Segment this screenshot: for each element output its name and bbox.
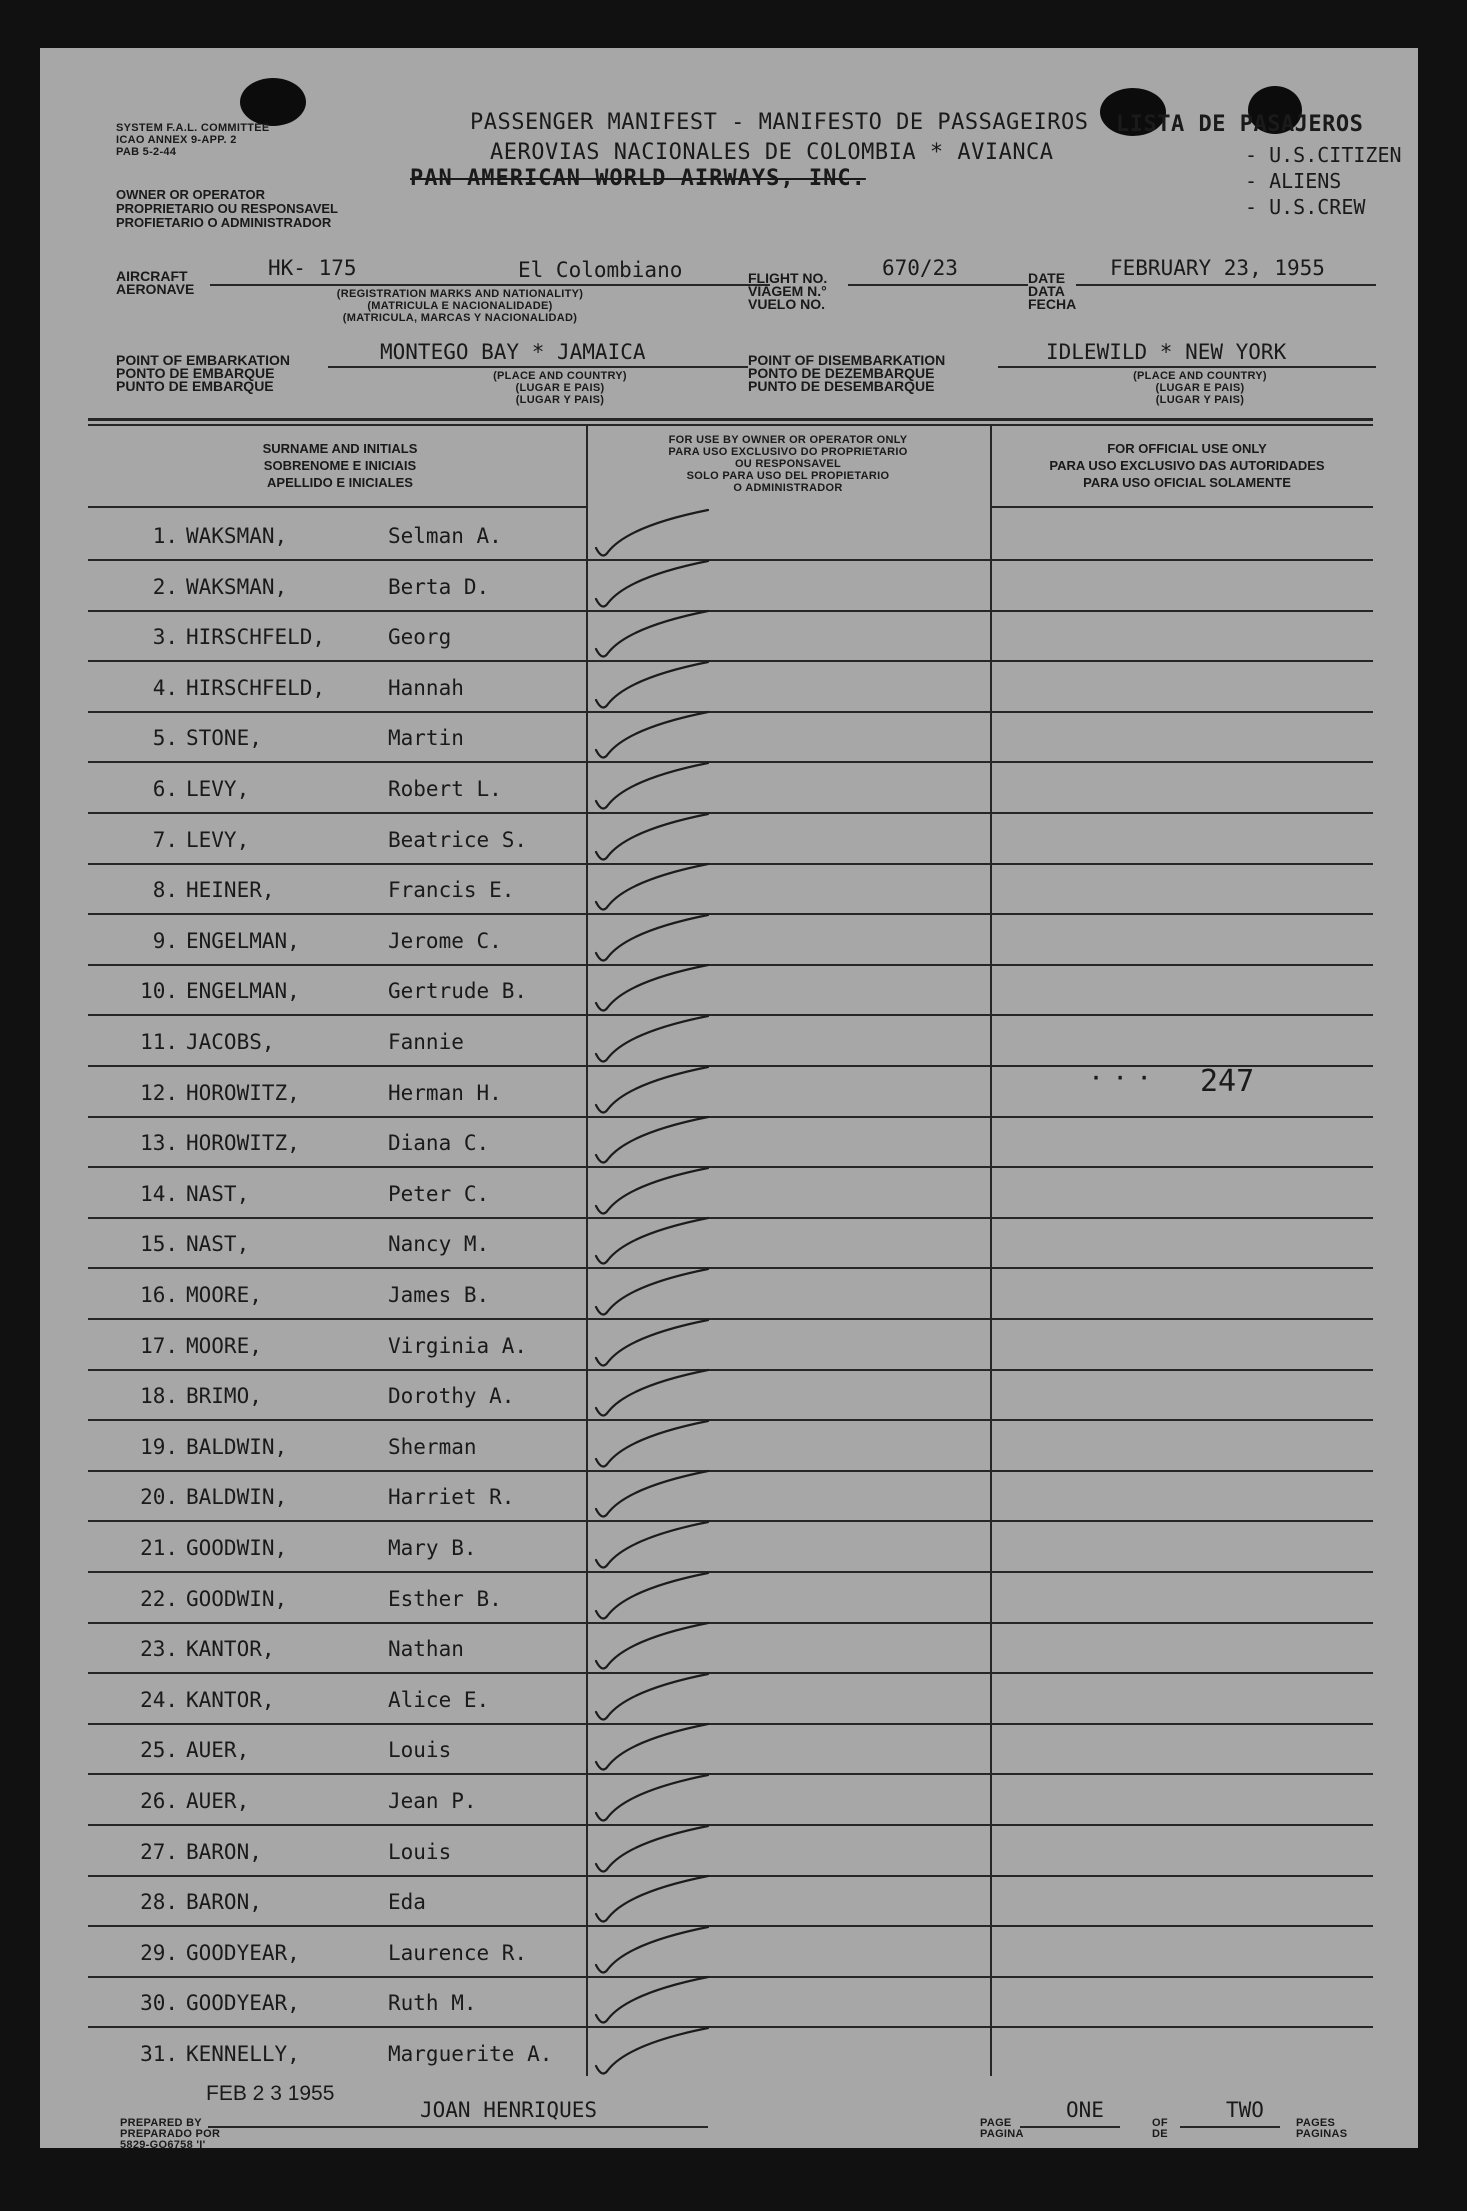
passenger-row [88,2028,1373,2079]
flight-date: FEBRUARY 23, 1955 [1110,256,1325,280]
check-mark-icon [588,1014,718,1070]
passenger-row [88,1674,1373,1725]
check-mark-icon [588,710,718,766]
check-mark-icon [588,1318,718,1374]
passenger-given-name: Marguerite A. [388,2042,553,2066]
check-mark-icon [588,812,718,868]
passenger-surname: BRIMO, [186,1384,262,1409]
flight-number: 670/23 [882,256,958,280]
passenger-row [88,1522,1373,1573]
passenger-surname: LEVY, [186,777,250,801]
passenger-number: 11. [140,1030,178,1054]
passenger-surname: KENNELLY, [186,2042,300,2066]
disembarkation-note: (PLACE AND COUNTRY) (LUGAR E PAIS) (LUGAR Y PAIS) [1133,370,1267,406]
passenger-given-name: Robert L. [388,777,502,801]
check-mark-icon [588,1773,718,1829]
names-column-header: SURNAME AND INITIALS SOBRENOME E INICIAIS APELLIDO E INICIALES [262,441,418,490]
passenger-surname: HEINER, [186,878,275,903]
check-mark-icon [588,1115,718,1171]
embarkation-label: POINT OF EMBARKATION PONTO DE EMBARQUE PUNTO DE EMBARQUE [116,352,290,394]
check-mark-icon [588,862,718,918]
passenger-surname: WAKSMAN, [186,574,288,599]
passenger-surname: HIRSCHFELD, [186,625,326,650]
passenger-surname: BALDWIN, [186,1485,288,1510]
citizenship-options: - U.S.CITIZEN - ALIENS - U.S.CREW [1245,143,1402,219]
passenger-surname: HOROWITZ, [186,1080,300,1105]
passenger-surname: MOORE, [186,1333,262,1358]
passenger-surname: GOODWIN, [186,1586,288,1611]
check-mark-icon [588,761,718,817]
passenger-number: 27. [140,1839,178,1864]
passenger-row [88,763,1373,814]
check-mark-icon [588,609,718,665]
passenger-number: 14. [140,1181,178,1206]
passenger-row [88,1826,1373,1877]
passenger-given-name: Louis [388,1839,452,1864]
passenger-given-name: Esther B. [388,1586,502,1611]
check-mark-icon [588,1925,718,1981]
passenger-surname: AUER, [186,1738,250,1763]
check-mark-icon [588,1166,718,1222]
passenger-given-name: Jerome C. [388,928,502,953]
passenger-given-name: Gertrude B. [388,979,528,1004]
passenger-row [88,965,1373,1016]
passenger-number: 13. [140,1131,178,1156]
disembarkation-label: POINT OF DISEMBARKATION PONTO DE DEZEMBARQUE PUNTO DE DESEMBARQUE [748,352,946,394]
check-mark-icon [588,1621,718,1677]
registration-note: (REGISTRATION MARKS AND NATIONALITY) (MATRICULA E NACIONALIDADE) (MATRICULA, MARCAS Y NACIONALIDAD) [336,288,584,324]
check-mark-icon [588,1216,718,1272]
prepared-by-label: PREPARED BY PREPARADO POR 5829-GO6758 'I' [120,2117,221,2151]
passenger-number: 16. [140,1283,178,1307]
passenger-given-name: Herman H. [388,1080,502,1105]
official-use-column-header: FOR OFFICIAL USE ONLY PARA USO EXCLUSIVO DAS AUTORIDADES PARA USO OFICIAL SOLAMENTE [1049,441,1325,490]
passenger-given-name: Nathan [388,1637,464,1662]
passenger-row [88,1471,1373,1522]
check-mark-icon [588,1267,718,1323]
passenger-given-name: Virginia A. [388,1333,528,1358]
passenger-given-name: Hannah [388,675,464,700]
check-mark-icon [588,1824,718,1880]
passenger-surname: GOODYEAR, [186,1991,300,2016]
embarkation-note: (PLACE AND COUNTRY) (LUGAR E PAIS) (LUGAR Y PAIS) [493,370,627,406]
passenger-row [88,1168,1373,1219]
passenger-row [88,1016,1373,1067]
total-pages: TWO [1226,2098,1264,2122]
manifest-title: PASSENGER MANIFEST - MANIFESTO DE PASSAGEIROS [470,110,1089,135]
passenger-row [88,1117,1373,1168]
of-label: OF DE [1152,2117,1168,2140]
check-mark-icon [588,1419,718,1475]
passenger-number: 26. [140,1789,178,1813]
struck-operator-name: PAN AMERICAN WORLD AIRWAYS, INC. [410,166,866,191]
passenger-given-name: Sherman [388,1434,477,1459]
check-mark-icon [588,1722,718,1778]
passenger-row [88,1927,1373,1978]
passenger-number: 31. [140,2042,178,2066]
operator-name: AEROVIAS NACIONALES DE COLOMBIA * AVIANCA [490,140,1054,165]
passenger-number: 19. [140,1434,178,1459]
passenger-given-name: Alice E. [388,1687,490,1712]
passenger-given-name: Nancy M. [388,1232,490,1257]
passenger-number: 28. [140,1890,178,1915]
owner-operator-label: OWNER OR OPERATOR PROPRIETARIO OU RESPONSAVEL PROFIETARIO O ADMINISTRADOR [116,187,338,230]
check-mark-icon [588,1065,718,1121]
owner-use-column-header: FOR USE BY OWNER OR OPERATOR ONLY PARA USO EXCLUSIVO DO PROPRIETARIO OU RESPONSAVEL SOLO PARA USO DEL PROPIETARIO O ADMINISTRADOR [668,434,908,494]
passenger-surname: KANTOR, [186,1687,275,1712]
passenger-given-name: Berta D. [388,574,490,599]
punch-hole [240,78,306,126]
passenger-row [88,510,1373,561]
aircraft-label: AIRCRAFT AERONAVE [116,268,195,297]
passenger-number: 12. [140,1080,178,1105]
passenger-number: 21. [140,1536,178,1560]
passenger-row [88,561,1373,612]
passenger-surname: NAST, [186,1232,250,1257]
check-mark-icon [588,660,718,716]
passenger-surname: HOROWITZ, [186,1131,300,1156]
check-mark-icon [588,1571,718,1627]
passenger-number: 18. [140,1384,178,1409]
passenger-given-name: Fannie [388,1030,464,1054]
passenger-number: 24. [140,1687,178,1712]
passenger-number: 30. [140,1991,178,2016]
passenger-row [88,1218,1373,1269]
check-mark-icon [588,1520,718,1576]
passenger-given-name: Selman A. [388,524,502,548]
page-number: ONE [1066,2098,1104,2122]
passenger-surname: GOODWIN, [186,1536,288,1560]
manifest-sheet [40,48,1418,2151]
pages-label: PAGES PAGINAS [1296,2117,1348,2140]
passenger-row [88,814,1373,865]
passenger-number: 25. [140,1738,178,1763]
passenger-number: 29. [140,1940,178,1965]
passenger-given-name: Peter C. [388,1181,490,1206]
passenger-given-name: Mary B. [388,1536,477,1560]
passenger-given-name: James B. [388,1283,490,1307]
passenger-given-name: Ruth M. [388,1991,477,2016]
passenger-row [88,712,1373,763]
passenger-number: 7. [152,827,178,852]
passenger-surname: BARON, [186,1839,262,1864]
check-mark-icon [588,1469,718,1525]
check-mark-icon [588,1368,718,1424]
passenger-row [88,1421,1373,1472]
passenger-number: 5. [152,726,178,751]
passenger-number: 9. [152,928,178,953]
passenger-given-name: Harriet R. [388,1485,515,1510]
passenger-row [88,1269,1373,1320]
passenger-row [88,1876,1373,1927]
passenger-given-name: Francis E. [388,878,515,903]
preparer-name: JOAN HENRIQUES [420,2098,598,2122]
passenger-given-name: Laurence R. [388,1940,528,1965]
passenger-row [88,1320,1373,1371]
passenger-given-name: Dorothy A. [388,1384,515,1409]
check-mark-icon [588,508,718,564]
passenger-number: 3. [152,625,178,650]
passenger-surname: STONE, [186,726,262,751]
passenger-number: 15. [140,1232,178,1257]
passenger-number: 17. [140,1333,178,1358]
embarkation-point: MONTEGO BAY * JAMAICA [380,340,646,364]
passenger-number: 23. [140,1637,178,1662]
passenger-surname: WAKSMAN, [186,524,288,548]
passenger-given-name: Jean P. [388,1789,477,1813]
passenger-surname: ENGELMAN, [186,928,300,953]
passenger-number: 10. [140,979,178,1004]
passenger-number: 22. [140,1586,178,1611]
flight-label: FLIGHT NO. VIAGEM N.° VUELO NO. [748,270,828,312]
aircraft-registration: HK- 175 [268,256,357,280]
passenger-number: 1. [152,524,178,548]
received-stamp: FEB 2 3 1955 [206,2082,335,2105]
aircraft-name: El Colombiano [518,258,683,282]
passenger-row [88,1067,1373,1118]
passenger-row [88,662,1373,713]
check-mark-icon [588,1874,718,1930]
passenger-number: 2. [152,574,178,599]
passenger-row [88,1573,1373,1624]
check-mark-icon [588,1672,718,1728]
passenger-surname: LEVY, [186,827,250,852]
passenger-surname: AUER, [186,1789,250,1813]
passenger-row [88,1370,1373,1421]
form-info: SYSTEM F.A.L. COMMITTEE ICAO ANNEX 9-APP. 2 PAB 5-2-44 [116,122,270,158]
passenger-given-name: Georg [388,625,452,650]
passenger-row [88,1724,1373,1775]
passenger-number: 4. [152,675,178,700]
passenger-surname: HIRSCHFELD, [186,675,326,700]
passenger-surname: GOODYEAR, [186,1940,300,1965]
check-mark-icon [588,913,718,969]
passenger-surname: KANTOR, [186,1637,275,1662]
passenger-given-name: Beatrice S. [388,827,528,852]
passenger-row [88,611,1373,662]
passenger-surname: BALDWIN, [186,1434,288,1459]
passenger-surname: JACOBS, [186,1030,275,1054]
passenger-surname: ENGELMAN, [186,979,300,1004]
passenger-surname: MOORE, [186,1283,262,1307]
passenger-given-name: Martin [388,726,464,751]
passenger-row [88,864,1373,915]
passenger-given-name: Louis [388,1738,452,1763]
official-number: 247 [1200,1064,1255,1099]
disembarkation-point: IDLEWILD * NEW YORK [1046,340,1287,364]
check-mark-icon [588,559,718,615]
check-mark-icon [588,2026,718,2082]
passenger-surname: BARON, [186,1890,262,1915]
passenger-number: 20. [140,1485,178,1510]
passenger-row [88,1775,1373,1826]
check-mark-icon [588,1975,718,2031]
passenger-row [88,915,1373,966]
passenger-row [88,1623,1373,1674]
lista-title: LISTA DE PASAJEROS [1116,112,1364,137]
passenger-given-name: Diana C. [388,1131,490,1156]
page-label: PAGE PAGINA [980,2117,1024,2140]
passenger-number: 8. [152,878,178,903]
official-marks: · · · [1090,1066,1151,1090]
passenger-row [88,1977,1373,2028]
passenger-given-name: Eda [388,1890,426,1915]
date-label: DATE DATA FECHA [1028,270,1077,312]
passenger-number: 6. [152,777,178,801]
passenger-surname: NAST, [186,1181,250,1206]
check-mark-icon [588,963,718,1019]
